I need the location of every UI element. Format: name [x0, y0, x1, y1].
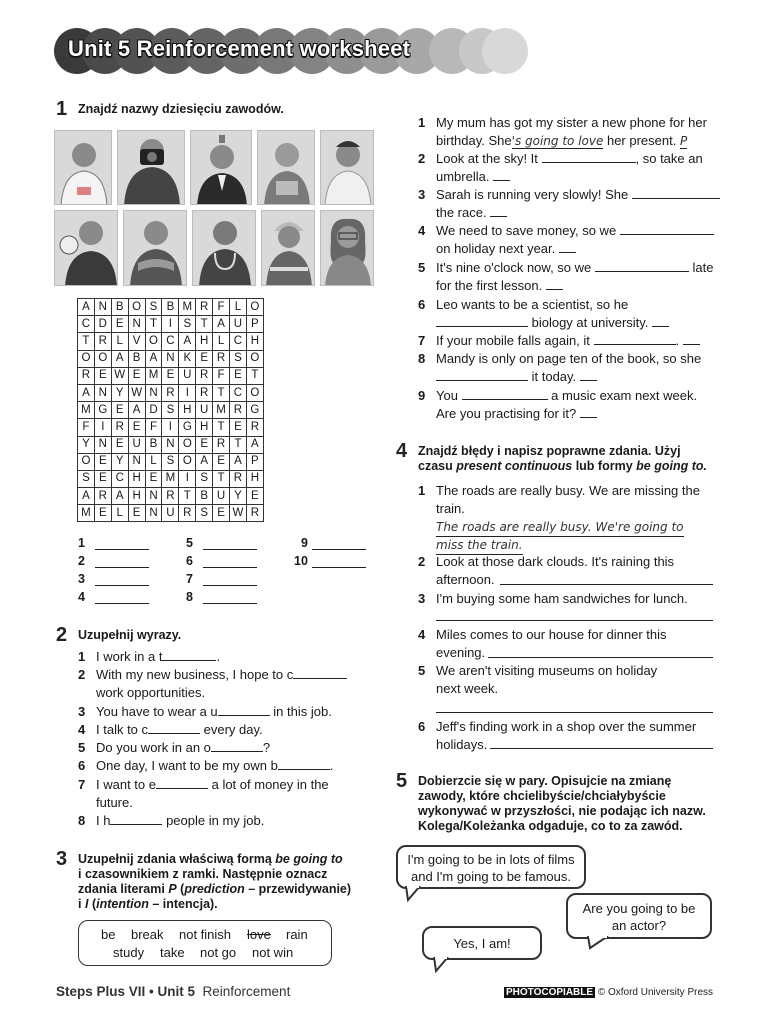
wordsearch-cell[interactable]: L: [111, 333, 128, 350]
wordsearch-cell[interactable]: H: [179, 402, 196, 419]
wordsearch-cell[interactable]: H: [128, 488, 145, 505]
answer-number: 8: [186, 590, 193, 604]
wordsearch-cell[interactable]: A: [78, 299, 95, 316]
wordsearch-row: [78, 470, 264, 487]
wordsearch-cell[interactable]: M: [213, 402, 230, 419]
answer-number: 4: [78, 590, 85, 604]
wordsearch-cell[interactable]: N: [94, 436, 111, 453]
wordsearch-cell[interactable]: T: [145, 316, 162, 333]
wordsearch-cell[interactable]: A: [213, 316, 230, 333]
wordsearch-cell[interactable]: D: [145, 402, 162, 419]
word-option: study: [113, 945, 145, 960]
wordsearch-cell[interactable]: E: [128, 419, 145, 436]
exercise-instruction: Uzupełnij wyrazy.: [78, 628, 182, 642]
word-option: rain: [286, 927, 308, 942]
handwritten-answer: miss the train.: [436, 536, 523, 555]
wordsearch-cell[interactable]: R: [246, 419, 263, 436]
wordsearch-cell[interactable]: E: [111, 402, 128, 419]
wordsearch-cell[interactable]: O: [246, 350, 263, 367]
wordsearch-cell[interactable]: G: [246, 402, 263, 419]
blank-field[interactable]: [156, 776, 208, 789]
footer-copyright: [504, 987, 713, 998]
wordsearch-cell[interactable]: E: [196, 350, 213, 367]
wordsearch-cell[interactable]: S: [196, 505, 213, 522]
wordsearch-cell[interactable]: U: [196, 402, 213, 419]
wordsearch-cell[interactable]: Y: [111, 453, 128, 470]
wordsearch-cell[interactable]: R: [179, 505, 196, 522]
wordsearch-cell[interactable]: R: [94, 488, 111, 505]
wordsearch-row: [78, 367, 264, 384]
handwritten-answer: 's going to love: [511, 134, 604, 148]
wordsearch-row: [78, 333, 264, 350]
wordsearch-cell[interactable]: R: [162, 488, 179, 505]
wordsearch-row: [78, 488, 264, 505]
answer-line[interactable]: [436, 620, 713, 621]
answer-number: 10: [294, 554, 308, 568]
footer-book-info: Steps Plus VII • Unit 5 Reinforcement: [56, 984, 291, 999]
wordsearch-cell[interactable]: E: [145, 470, 162, 487]
wordsearch-cell[interactable]: B: [128, 350, 145, 367]
answer-line[interactable]: [490, 748, 713, 749]
exercise-instruction: Znajdź błędy i napisz poprawne zdania. Użyj czasu present continuous lub formy be going to.: [418, 444, 707, 473]
wordsearch-cell[interactable]: O: [128, 299, 145, 316]
wordsearch-cell[interactable]: E: [230, 367, 247, 384]
blank-field[interactable]: [211, 739, 263, 752]
wordsearch-cell[interactable]: E: [94, 470, 111, 487]
blank-field[interactable]: [595, 259, 689, 272]
wordsearch-cell[interactable]: H: [196, 333, 213, 350]
wordsearch-cell[interactable]: E: [94, 505, 111, 522]
wordsearch-cell[interactable]: Y: [230, 488, 247, 505]
wordsearch-cell[interactable]: E: [94, 453, 111, 470]
exercise-instruction: Uzupełnij zdania właściwą formą be going to i czasownikiem z ramki. Następnie oznacz zdania literami P (prediction – przewidywanie) i I (intention – intencja).: [78, 852, 352, 911]
wordsearch-cell[interactable]: E: [230, 419, 247, 436]
wordsearch-cell[interactable]: I: [179, 384, 196, 401]
wordsearch-cell[interactable]: O: [78, 453, 95, 470]
wordsearch-cell[interactable]: P: [246, 316, 263, 333]
exercise-number: 5: [396, 770, 408, 792]
wordsearch-cell[interactable]: F: [145, 419, 162, 436]
wordsearch-row: [78, 299, 264, 316]
exercise-4-heading: [396, 440, 726, 476]
wordsearch-cell[interactable]: N: [128, 453, 145, 470]
wordsearch-row: [78, 384, 264, 401]
wordsearch-cell[interactable]: R: [246, 505, 263, 522]
wordsearch-cell[interactable]: N: [94, 384, 111, 401]
wordsearch-cell[interactable]: N: [94, 299, 111, 316]
wordsearch-cell[interactable]: S: [145, 299, 162, 316]
wordsearch-cell[interactable]: E: [94, 367, 111, 384]
answer-line[interactable]: [78, 536, 149, 550]
blank-field[interactable]: [462, 387, 548, 400]
wordsearch-cell[interactable]: H: [128, 470, 145, 487]
wordsearch-cell[interactable]: E: [213, 505, 230, 522]
wordsearch-cell[interactable]: Y: [111, 384, 128, 401]
wordsearch-cell[interactable]: C: [162, 333, 179, 350]
answer-line[interactable]: [500, 584, 713, 585]
wordsearch-cell[interactable]: U: [162, 505, 179, 522]
job-photo-pharmacist: [54, 130, 112, 205]
wordsearch-cell[interactable]: R: [196, 299, 213, 316]
blank-field[interactable]: [652, 314, 669, 327]
wordsearch-cell[interactable]: N: [145, 488, 162, 505]
blank-field[interactable]: [148, 721, 200, 734]
blank-field[interactable]: [683, 332, 700, 345]
job-photo-vet: [192, 210, 256, 286]
speech-bubble: [566, 893, 712, 939]
wordsearch-row: [78, 350, 264, 367]
wordsearch-cell[interactable]: W: [128, 384, 145, 401]
blank-field[interactable]: [278, 757, 330, 770]
wordsearch-cell[interactable]: E: [111, 436, 128, 453]
answer-number: 1: [78, 536, 85, 550]
bubble-text: I'm going to be in lots of films: [407, 852, 575, 867]
wordsearch-cell[interactable]: A: [230, 453, 247, 470]
wordsearch-cell[interactable]: R: [230, 470, 247, 487]
answer-line[interactable]: [78, 572, 149, 586]
bubble-text: and I'm going to be famous.: [410, 869, 572, 884]
wordsearch-cell[interactable]: G: [179, 419, 196, 436]
word-option: break: [131, 927, 164, 942]
exercise-number: 3: [56, 848, 68, 870]
exercise-number: 2: [56, 624, 68, 646]
wordsearch-cell[interactable]: E: [196, 436, 213, 453]
wordsearch-cell[interactable]: U: [179, 367, 196, 384]
wordsearch-row: [78, 402, 264, 419]
wordsearch-cell[interactable]: T: [246, 367, 263, 384]
wordsearch-cell[interactable]: U: [213, 488, 230, 505]
wordsearch-cell[interactable]: A: [179, 333, 196, 350]
exercise-5-heading: [396, 770, 726, 836]
wordsearch-cell[interactable]: R: [230, 402, 247, 419]
wordsearch-cell[interactable]: R: [162, 384, 179, 401]
wordsearch-cell[interactable]: A: [246, 436, 263, 453]
blank-field[interactable]: [162, 648, 216, 661]
wordsearch-cell[interactable]: B: [196, 488, 213, 505]
blank-field[interactable]: [580, 405, 597, 418]
wordsearch-cell[interactable]: O: [246, 299, 263, 316]
answer-line[interactable]: [186, 572, 257, 586]
wordsearch-cell[interactable]: L: [230, 299, 247, 316]
wordsearch-cell[interactable]: I: [162, 316, 179, 333]
exercise-instruction: Dobierzcie się w pary. Opisujcie na zmianę zawody, które chcielibyście/chciałybyście wykonywać w przyszłości, nie podając ich nazw. Kolega/Koleżanka odgaduje, co to za zawód.: [418, 774, 706, 833]
wordsearch-cell[interactable]: K: [179, 350, 196, 367]
answer-number: 2: [78, 554, 85, 568]
wordsearch-cell[interactable]: O: [179, 453, 196, 470]
word-option: not go: [200, 945, 237, 960]
wordsearch-cell[interactable]: F: [213, 367, 230, 384]
wordsearch-cell[interactable]: A: [111, 488, 128, 505]
wordsearch-cell[interactable]: M: [145, 367, 162, 384]
wordsearch-cell[interactable]: W: [230, 505, 247, 522]
job-photo-lawyer: [190, 130, 252, 205]
page-title: Unit 5 Reinforcement worksheet: [68, 36, 411, 61]
answer-line[interactable]: [78, 590, 149, 604]
photocopiable-label: PHOTOCOPIABLE: [506, 987, 594, 998]
wordsearch-cell[interactable]: R: [78, 367, 95, 384]
job-photo-doctor: [320, 130, 374, 205]
wordsearch-cell[interactable]: A: [78, 488, 95, 505]
job-photo-teacher: [320, 210, 374, 286]
wordsearch-cell[interactable]: A: [78, 384, 95, 401]
speech-bubble: [422, 926, 542, 960]
word-option: take: [160, 945, 185, 960]
exercise-2-heading: [56, 624, 356, 648]
wordsearch-cell[interactable]: O: [179, 436, 196, 453]
answer-line[interactable]: [301, 536, 366, 550]
blank-field[interactable]: [559, 240, 576, 253]
answer-number: 6: [186, 554, 193, 568]
answer-number: 5: [186, 536, 193, 550]
wordsearch-cell[interactable]: A: [128, 402, 145, 419]
wordsearch-cell[interactable]: N: [162, 436, 179, 453]
bubble-tail: [586, 936, 612, 950]
bubble-text: Yes, I am!: [453, 936, 511, 951]
exercise-number: 1: [56, 98, 68, 120]
blank-field[interactable]: [594, 332, 676, 345]
wordsearch-cell[interactable]: B: [162, 299, 179, 316]
wordsearch-cell[interactable]: R: [94, 333, 111, 350]
wordsearch-cell[interactable]: L: [145, 453, 162, 470]
wordsearch-row: [78, 419, 264, 436]
blank-field[interactable]: [436, 314, 528, 327]
wordsearch-cell[interactable]: L: [111, 505, 128, 522]
answer-number: 9: [301, 536, 308, 550]
wordsearch-cell[interactable]: N: [145, 384, 162, 401]
wordsearch-row: [78, 505, 264, 522]
wordsearch-cell[interactable]: T: [78, 333, 95, 350]
exercise-instruction: Znajdź nazwy dziesięciu zawodów.: [78, 102, 284, 116]
wordsearch-cell[interactable]: M: [162, 470, 179, 487]
bubble-text: an actor?: [611, 918, 667, 933]
wordsearch-cell[interactable]: E: [128, 505, 145, 522]
wordsearch-cell[interactable]: B: [111, 299, 128, 316]
wordsearch-cell[interactable]: R: [196, 384, 213, 401]
wordsearch-cell[interactable]: O: [94, 350, 111, 367]
wordsearch-cell[interactable]: O: [145, 333, 162, 350]
wordsearch-grid: [77, 298, 264, 522]
answer-line[interactable]: [294, 554, 366, 568]
wordsearch-cell[interactable]: T: [213, 470, 230, 487]
wordsearch-row: [78, 436, 264, 453]
wordsearch-cell[interactable]: V: [128, 333, 145, 350]
wordsearch-cell[interactable]: P: [246, 453, 263, 470]
wordsearch-cell[interactable]: U: [230, 316, 247, 333]
wordsearch-cell[interactable]: H: [196, 419, 213, 436]
handwritten-answer: The roads are really busy. We're going to: [436, 518, 684, 537]
bubble-tail: [432, 957, 452, 973]
job-photo-builder: [123, 210, 187, 286]
blank-field[interactable]: [436, 368, 528, 381]
blank-field[interactable]: [580, 368, 597, 381]
job-photo-firefighter: [261, 210, 315, 286]
wordsearch-cell[interactable]: C: [78, 316, 95, 333]
answer-line[interactable]: [186, 536, 257, 550]
wordsearch-cell[interactable]: H: [246, 470, 263, 487]
blank-field[interactable]: [620, 222, 714, 235]
wordsearch-cell[interactable]: E: [213, 453, 230, 470]
blank-field[interactable]: [546, 277, 563, 290]
wordsearch-cell[interactable]: S: [78, 470, 95, 487]
word-option: not win: [252, 945, 294, 960]
wordsearch-cell[interactable]: R: [213, 350, 230, 367]
wordsearch-cell[interactable]: S: [196, 470, 213, 487]
blank-field[interactable]: [542, 150, 636, 163]
answer-number: 3: [78, 572, 85, 586]
word-option-used: love: [247, 927, 271, 942]
answer-line[interactable]: [186, 590, 257, 604]
answer-number: 7: [186, 572, 193, 586]
wordsearch-cell[interactable]: E: [246, 488, 263, 505]
wordsearch-cell[interactable]: F: [213, 299, 230, 316]
answer-line[interactable]: [186, 554, 257, 568]
wordsearch-cell[interactable]: C: [230, 333, 247, 350]
blank-field[interactable]: [490, 204, 507, 217]
wordsearch-cell[interactable]: O: [78, 350, 95, 367]
blank-field[interactable]: [218, 703, 270, 716]
wordsearch-cell[interactable]: N: [145, 505, 162, 522]
wordsearch-cell[interactable]: T: [196, 316, 213, 333]
blank-field[interactable]: [493, 168, 510, 181]
exercise-number: 4: [396, 440, 408, 462]
wordsearch-cell[interactable]: I: [179, 470, 196, 487]
wordsearch-cell[interactable]: T: [179, 488, 196, 505]
wordsearch-cell[interactable]: L: [213, 333, 230, 350]
wordsearch-cell[interactable]: C: [230, 384, 247, 401]
wordsearch-cell[interactable]: T: [213, 419, 230, 436]
wordsearch-cell[interactable]: N: [162, 350, 179, 367]
word-option: be: [101, 927, 116, 942]
wordsearch-cell[interactable]: U: [128, 436, 145, 453]
exercise-1-heading: [56, 98, 386, 122]
wordsearch-cell[interactable]: M: [78, 402, 95, 419]
wordsearch-cell[interactable]: A: [196, 453, 213, 470]
wordsearch-row: [78, 453, 264, 470]
wordsearch-cell[interactable]: D: [94, 316, 111, 333]
handwritten-answer: P: [679, 134, 688, 148]
job-photo-photographer: [117, 130, 185, 205]
wordsearch-cell[interactable]: E: [111, 316, 128, 333]
exercise-3-heading: [56, 848, 376, 914]
wordsearch-cell[interactable]: G: [94, 402, 111, 419]
blank-field[interactable]: [110, 812, 162, 825]
answer-line[interactable]: [436, 712, 713, 713]
wordsearch-cell[interactable]: R: [213, 436, 230, 453]
wordsearch-cell[interactable]: C: [111, 470, 128, 487]
wordsearch-cell[interactable]: T: [213, 384, 230, 401]
word-option: not finish: [179, 927, 232, 942]
blank-field[interactable]: [632, 186, 720, 199]
wordsearch-cell[interactable]: S: [230, 350, 247, 367]
bubble-tail: [404, 886, 424, 902]
wordsearch-row: [78, 316, 264, 333]
wordsearch-cell[interactable]: B: [145, 436, 162, 453]
wordsearch-cell[interactable]: S: [162, 453, 179, 470]
job-photo-scientist: [54, 210, 118, 286]
wordsearch-cell[interactable]: R: [196, 367, 213, 384]
wordsearch-cell[interactable]: M: [78, 505, 95, 522]
speech-bubble: [396, 845, 586, 889]
wordsearch-cell[interactable]: T: [230, 436, 247, 453]
answer-line[interactable]: [488, 657, 713, 658]
wordsearch-cell[interactable]: O: [246, 384, 263, 401]
wordsearch-cell[interactable]: I: [94, 419, 111, 436]
wordsearch-cell[interactable]: W: [111, 367, 128, 384]
wordsearch-cell[interactable]: E: [162, 367, 179, 384]
word-box: [78, 920, 332, 966]
wordsearch-cell[interactable]: A: [145, 350, 162, 367]
wordsearch-cell[interactable]: R: [111, 419, 128, 436]
job-photo-nurse: [257, 130, 315, 205]
blank-field[interactable]: [293, 666, 347, 679]
wordsearch-cell[interactable]: S: [179, 316, 196, 333]
wordsearch-cell[interactable]: M: [179, 299, 196, 316]
wordsearch-cell[interactable]: A: [111, 350, 128, 367]
answer-line[interactable]: [78, 554, 149, 568]
bubble-text: Are you going to be: [582, 901, 696, 916]
wordsearch-cell[interactable]: E: [128, 367, 145, 384]
wordsearch-cell[interactable]: Y: [78, 436, 95, 453]
wordsearch-cell[interactable]: H: [246, 333, 263, 350]
wordsearch-cell[interactable]: I: [162, 419, 179, 436]
worksheet-header: [54, 28, 528, 74]
publisher-label: © Oxford University Press: [597, 987, 713, 998]
wordsearch-cell[interactable]: F: [78, 419, 95, 436]
wordsearch-cell[interactable]: S: [162, 402, 179, 419]
wordsearch-cell[interactable]: N: [128, 316, 145, 333]
